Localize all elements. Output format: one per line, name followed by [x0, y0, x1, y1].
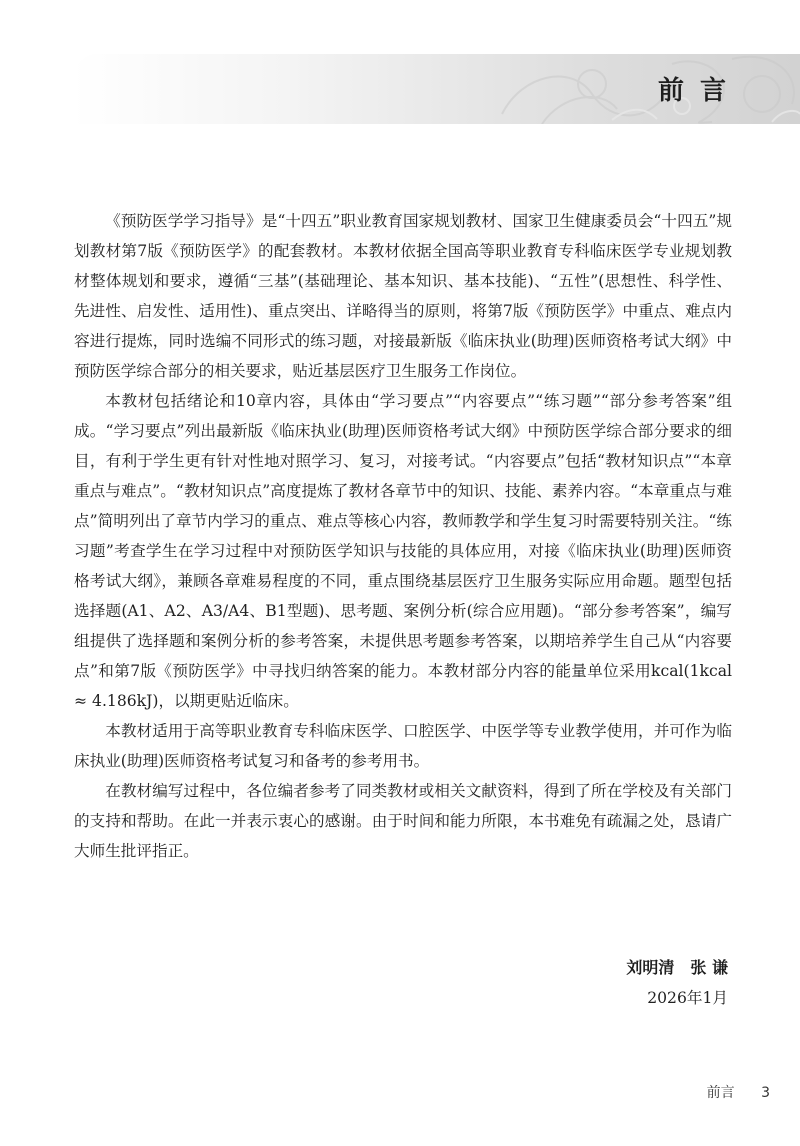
preface-body: [74, 206, 732, 866]
paragraph: 本教材适用于高等职业教育专科临床医学、口腔医学、中医学等专业教学使用，并可作为临床执业(助理)医师资格考试复习和备考的参考用书。: [74, 722, 732, 770]
signature-block: [626, 953, 728, 1013]
footer-section-label: 前言: [706, 1085, 735, 1101]
page-number: 3: [761, 1085, 770, 1101]
paragraph: 本教材包括绪论和10章内容，具体由“学习要点”“内容要点”“练习题”“部分参考答案”组成。“学习要点”列出最新版《临床执业(助理)医师资格考试大纲》中预防医学综合部分要求的细目，有利于学生更有针对性地对照学习、复习，对接考试。“内容要点”包括“教材知识点”“本章重点与难点”。“教材知识点”高度提炼了教材各章节中的知识、技能、素养内容。“本章重点与难点”简明列出了章节内学习的重点、难点等核心内容，教师教学和学生复习时需要特别关注。“练习题”考查学生在学习过程中对预防医学知识与技能的具体应用，对接《临床执业(助理)医师资格考试大纲》，兼顾各章难易程度的不同，重点围绕基层医疗卫生服务实际应用命题。题型包括选择题(A1、A2、A3/A4、B1型题)、思考题、案例分析(综合应用题)。“部分参考答案”，编写组提供了选择题和案例分析的参考答案，未提供思考题参考答案，以期培养学生自己从“内容要点”和第7版《预防医学》中寻找归纳答案的能力。本教材部分内容的能量单位采用kcal(1kcal ≈ 4.186kJ)，以期更贴近临床。: [74, 392, 732, 710]
page-footer: [707, 1082, 770, 1102]
page-title: 前言: [657, 76, 742, 106]
author-names: 刘明清 张 谦: [626, 958, 728, 977]
paragraph: 在教材编写过程中，各位编者参考了同类教材或相关文献资料，得到了所在学校及有关部门的支持和帮助。在此一并表示衷心的感谢。由于时间和能力所限，本书难免有疏漏之处，恳请广大师生批评指正。: [74, 782, 732, 860]
header-band: [72, 54, 800, 124]
signature-date: 2026年1月: [647, 989, 728, 1007]
paragraph: 《预防医学学习指导》是“十四五”职业教育国家规划教材、国家卫生健康委员会“十四五”规划教材第7版《预防医学》的配套教材。本教材依据全国高等职业教育专科临床医学专业规划教材整体规划和要求，遵循“三基”(基础理论、基本知识、基本技能)、“五性”(思想性、科学性、先进性、启发性、适用性)、重点突出、详略得当的原则，将第7版《预防医学》中重点、难点内容进行提炼，同时选编不同形式的练习题，对接最新版《临床执业(助理)医师资格考试大纲》中预防医学综合部分的相关要求，贴近基层医疗卫生服务工作岗位。: [74, 212, 732, 380]
